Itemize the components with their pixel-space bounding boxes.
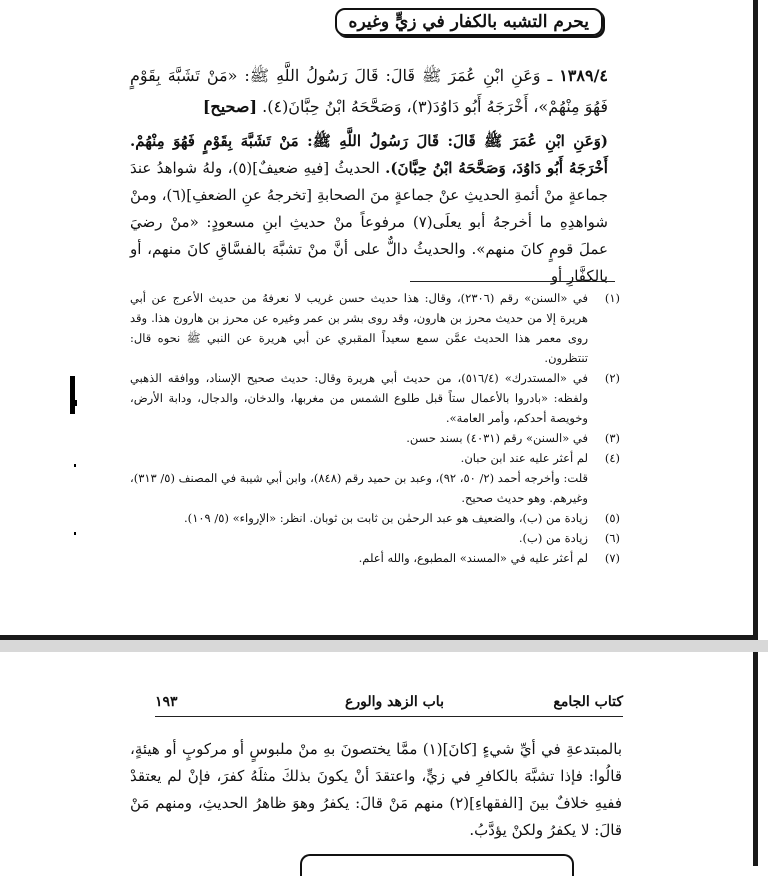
footnote-item bbox=[130, 528, 620, 548]
footnote-item bbox=[130, 448, 620, 508]
page-number: ١٩٣ bbox=[155, 694, 178, 710]
footnote-number: (٤) bbox=[604, 451, 620, 465]
next-title-box bbox=[300, 854, 574, 876]
footnote-number: (١) bbox=[604, 291, 620, 305]
hadith-body: ـ وَعَنِ ابْنِ عُمَرَ ﷺ قَالَ: قَالَ رَسُولُ اللَّهِ ﷺ: «مَنْ تَشَبَّهَ بِقَوْمٍ فَهُوَ مِنْهُمْ»، أَخْرَجَهُ أَبُو دَاوُدَ(٣)، وَصَحَّحَهُ ابْنُ حِبَّانَ(٤). bbox=[130, 66, 608, 116]
scan-mark bbox=[70, 376, 75, 414]
footnote-number: (٢) bbox=[604, 371, 620, 385]
footnote-text: في «السنن» رقم (٤٠٣١) بسند حسن. bbox=[406, 431, 588, 445]
scan-mark bbox=[74, 532, 76, 535]
section-title: باب الزهد والورع bbox=[345, 694, 444, 710]
running-header bbox=[155, 692, 623, 717]
footnote-item bbox=[130, 368, 620, 428]
commentary-body: الحديثُ [فيهِ ضعيفٌ](٥)، ولهُ شواهدُ عندَ جماعةٍ منْ أئمةِ الحديثِ عنْ جماعةٍ منَ الصحابةِ [تخرجهُ عنِ الضعفِ](٦)، ومنْ شواهدِهِ ما أخرجهُ أبو يعلَى(٧) مرفوعاً منْ حديثِ ابنِ مسعودٍ: «منْ رضيَ عملَ قومٍ كانَ منهم». والحديثُ دالٌّ على أنَّ منْ تشبَّهَ بالفسَّاقِ كانَ منهم، أو بالكفَّارِ أو bbox=[130, 159, 608, 285]
commentary-quote: (وَعَنِ ابْنِ عُمَرَ ﷺ قَالَ: قَالَ رَسُولُ اللَّهِ ﷺ: مَنْ تَشَبَّهَ بِقَوْمٍ فَهُوَ مِنْهُمْ. أَخْرَجَهُ أَبُو دَاوُدَ، وَصَحَّحَهُ ابْنُ حِبَّانَ). bbox=[130, 132, 608, 177]
footnote-text: لم أعثر عليه في «المسند» المطبوع، والله أعلم. bbox=[358, 551, 588, 565]
hadith-text bbox=[130, 60, 608, 122]
footnote-number: (٥) bbox=[604, 511, 620, 525]
scan-mark bbox=[74, 464, 76, 467]
page-two bbox=[0, 652, 758, 866]
book-title: كتاب الجامع bbox=[553, 694, 623, 710]
page-two-paragraph: بالمبتدعةِ في أيِّ شيءٍ [كانَ](١) ممَّا يختصونَ بهِ منْ ملبوسٍ أو مركوبٍ أو هيئةٍ، قالُوا: فإذا تشبَّهَ بالكافرِ في زيٍّ، واعتقدَ أنْ يكونَ بذلكَ مثلَهُ كفرَ، فإنْ لم يعتقدْ ففيهِ خلافٌ بينَ [الفقهاءِ](٢) منهم مَنْ قالَ: يكفرُ وهوَ ظاهرُ الحديثِ، ومنهم مَنْ قالَ: لا يكفرُ ولكنْ يؤدَّبُ. bbox=[130, 740, 623, 839]
footnote-item bbox=[130, 548, 620, 568]
footnote-text: في «السنن» رقم (٢٣٠٦)، وقال: هذا حديث حسن غريب لا نعرفهُ من حديث الأعرج عن أبي هريرة إلا من حديث محرز بن هارون، وقد روى بشر بن عمر وغيره عن محرز بن هارون هذا. وقد روى معمر هذا الحديث عمَّن سمع سعيداً المقبري عن أبي هريرة عن النبي ﷺ نحوه قال: تنتظرون. bbox=[130, 291, 589, 365]
scan-mark bbox=[75, 400, 77, 406]
chapter-title: يحرم التشبه بالكفار في زيٍّ وغيره bbox=[335, 8, 603, 36]
footnote-separator bbox=[410, 281, 615, 282]
footnotes-block bbox=[130, 288, 620, 568]
footnote-number: (٣) bbox=[604, 431, 620, 445]
footnote-text: لم أعثر عليه عند ابن حبان. bbox=[460, 451, 588, 465]
commentary-paragraph bbox=[130, 128, 608, 290]
footnote-note: قلت: وأخرجه أحمد (٢/ ٥٠، ٩٢)، وعبد بن حميد رقم (٨٤٨)، وابن أبي شيبة في المصنف (٥/ ٣١٣)، وغيرهم. وهو حديث صحيح. bbox=[130, 471, 589, 505]
footnote-item bbox=[130, 288, 620, 368]
hadith-number: ١٣٨٩/٤ bbox=[559, 66, 608, 85]
footnote-text: زيادة من (ب)، والضعيف هو عبد الرحمٰن بن ثابت بن ثوبان. انظر: «الإرواء» (٥/ ١٠٩). bbox=[184, 511, 588, 525]
page-gap bbox=[0, 640, 768, 652]
footnote-number: (٦) bbox=[604, 531, 620, 545]
footnote-text: زيادة من (ب). bbox=[518, 531, 588, 545]
footnote-item bbox=[130, 508, 620, 528]
footnote-item bbox=[130, 428, 620, 448]
footnote-number: (٧) bbox=[604, 551, 620, 565]
footnote-text: في «المستدرك» (٥١٦/٤)، من حديث أبي هريرة وقال: حديث صحيح الإسناد، ووافقه الذهبي ولفظه: «بادروا بالأعمال ستاً قبل طلوع الشمس من مغربها، والدخان، والدجال، ودابة الأرض، وخويصة أحدكم، وأمر العامة». bbox=[130, 371, 588, 425]
hadith-grade: [صحيح] bbox=[202, 97, 258, 116]
